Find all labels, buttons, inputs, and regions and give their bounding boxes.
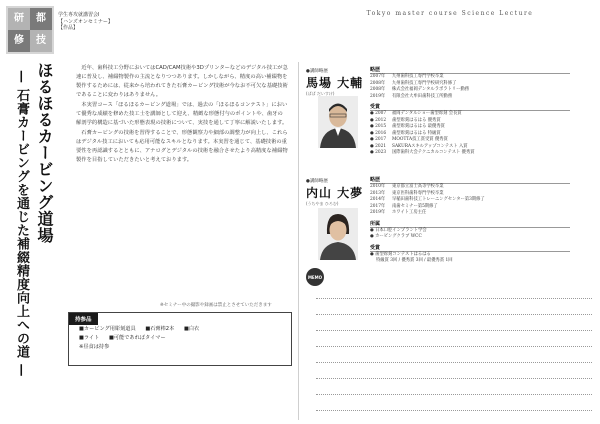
lecturer-reading: (ばば だいすけ) bbox=[306, 91, 335, 96]
description-paragraph-1: 近年、歯科技工分野においてはCAD/CAM技術や3Dプリンターなどのデジタル技工が急速に普及し、補綴物製作の主流となりつつあります。しかしながら、精度の高い補綴物を製作するためには、従来から培われてきた石膏カービング技術が今なお不可欠な基礎技術であることに変わりはありません。 bbox=[76, 65, 288, 98]
award-row: ● 2007 福岡デンタルショー歯型彫刻 会長賞 bbox=[370, 111, 462, 116]
memo-line bbox=[316, 346, 592, 347]
recording-note: ※セミナー中の撮影や録画は禁止とさせていただきます bbox=[160, 303, 272, 308]
page-title: ほるほるカービング道場 bbox=[35, 62, 54, 244]
memo-line bbox=[316, 394, 592, 395]
lecturer-2-details bbox=[370, 176, 570, 265]
logo-char-3: 修 bbox=[8, 30, 30, 52]
memo-line bbox=[316, 298, 592, 299]
lecturer-label: ●講師略歴 bbox=[306, 69, 328, 74]
history-row: 2014年 早稲田歯科技工トレーニングセンター第3期修了 bbox=[370, 197, 485, 202]
membership-row: ● 日本口腔インプラント学会 bbox=[370, 227, 427, 233]
award-row: ● 歯型彫刻コンテストはるはる bbox=[370, 251, 431, 257]
history-row: 2019年 ホワイト工房主任 bbox=[370, 210, 427, 215]
lecturer-reading: (うちやま ひろむ) bbox=[306, 201, 339, 206]
history-row: 2008年 九州歯科技工専門学校研究科修了 bbox=[370, 80, 457, 86]
award-row: ● 2012 歯型彫刻はるはる 優秀賞 bbox=[370, 117, 441, 123]
history-row: 2010年 東京都立富士高等学校卒業 bbox=[370, 184, 444, 189]
lecturer-name: 内山 大夢 bbox=[306, 186, 364, 200]
column-divider bbox=[298, 62, 299, 420]
lunch-note: ※昼食は持参 bbox=[79, 344, 110, 350]
history-heading: 略歴 bbox=[370, 176, 570, 184]
memo-line bbox=[316, 314, 592, 315]
bring-item: ■白衣 bbox=[183, 326, 200, 332]
lecturer-1-header bbox=[306, 68, 366, 97]
award-row: 特級賞 3回 / 優秀賞 3回 / 最優秀賞 1回 bbox=[376, 258, 453, 263]
history-row: 2007年 九州歯科技工専門学校卒業 bbox=[370, 74, 444, 79]
membership-row: ● カービングクラブ WCC bbox=[370, 234, 422, 239]
series-line-3: 【作品】 bbox=[58, 25, 79, 31]
lecturer-2-header bbox=[306, 178, 366, 207]
bring-item: ■可能であればタイマー bbox=[108, 335, 166, 341]
memo-line bbox=[316, 410, 592, 411]
bring-item: ■ライト bbox=[79, 335, 100, 341]
lecturer-name: 馬場 大輔 bbox=[306, 76, 364, 90]
logo-char-4: 技 bbox=[30, 30, 52, 52]
bring-item: ■カービング用彫刻道具 bbox=[79, 326, 136, 332]
logo-char-2: 都 bbox=[30, 8, 52, 30]
description-paragraph-3: 石膏カービングの技術を習得することで、形態観察力や細部の調整力が向上し、これらはデジタル技工においても応用可能なスキルとなります。本実習を通じて、基礎技術の重要性を再認識するとともに、アナログとデジタルの技術を融合させたより高精度な補綴物製作を目指していただきたいと考えております。 bbox=[76, 130, 288, 163]
logo-char-1: 研 bbox=[8, 8, 30, 30]
history-row: 2008年 株式会社福岡デンタルラボラトリー勤務 bbox=[370, 87, 470, 92]
items-to-bring-title: 持参品 bbox=[69, 313, 98, 325]
history-row: 2019年 有限会社大牟田歯科技工所勤務 bbox=[370, 93, 453, 99]
series-line-1: 学生専攻就講習会Ⅰ bbox=[58, 12, 100, 18]
series-line-2: 【ハンズオンセミナー】 bbox=[58, 18, 113, 25]
course-description bbox=[76, 64, 288, 165]
lecturer-2-photo bbox=[318, 208, 358, 260]
series-tag bbox=[58, 12, 113, 32]
award-heading: 受賞 bbox=[370, 103, 570, 111]
memo-line bbox=[316, 378, 592, 379]
memo-badge: MEMO bbox=[306, 268, 324, 286]
lecture-series-title: Tokyo master course Science Lecture bbox=[366, 10, 534, 17]
history-row: 2017年 南歯セミナー第5期修了 bbox=[370, 203, 438, 209]
items-to-bring-box bbox=[68, 312, 292, 366]
award-row: ● 2016 歯型彫刻はるはる 特級賞 bbox=[370, 130, 441, 136]
memo-line bbox=[316, 330, 592, 331]
award-row: ● 2023 国際歯科大会テクニカルコンテスト 優秀賞 bbox=[370, 150, 475, 155]
award-heading: 受賞 bbox=[370, 244, 570, 252]
page-subtitle: — 石膏カービングを通じた補綴精度向上への道 — bbox=[14, 70, 29, 378]
history-heading: 略歴 bbox=[370, 66, 570, 74]
award-row: ● 2021 SAKURAスキルアップコンテスト 入賞 bbox=[370, 143, 468, 149]
bring-item: ■石膏棒2本 bbox=[145, 326, 175, 332]
award-row: ● 2015 歯型彫刻はるはる 最優秀賞 bbox=[370, 124, 445, 129]
award-row: ● 2017 MOOTTA技工賞受賞 優秀賞 bbox=[370, 137, 448, 142]
memo-line bbox=[316, 362, 592, 363]
course-logo bbox=[6, 6, 54, 54]
lecturer-label: ●講師略歴 bbox=[306, 179, 328, 184]
description-paragraph-2: 本実習コース「ほるほるカービング道場」では、過去の「ほるほるコンテスト」において優秀な成績を修めた技工士を講師として迎え、精緻な形態付与のポイントや、歯牙の解剖学的構造に基づいた形態表現の技術について、実技を通して丁寧に解説いたします。 bbox=[76, 102, 288, 126]
membership-heading: 所属 bbox=[370, 220, 570, 228]
lecturer-1-photo bbox=[318, 96, 358, 148]
items-to-bring-list bbox=[79, 325, 289, 352]
history-row: 2013年 東京医科歯科専門学校卒業 bbox=[370, 190, 444, 196]
lecturer-1-details bbox=[370, 66, 570, 157]
